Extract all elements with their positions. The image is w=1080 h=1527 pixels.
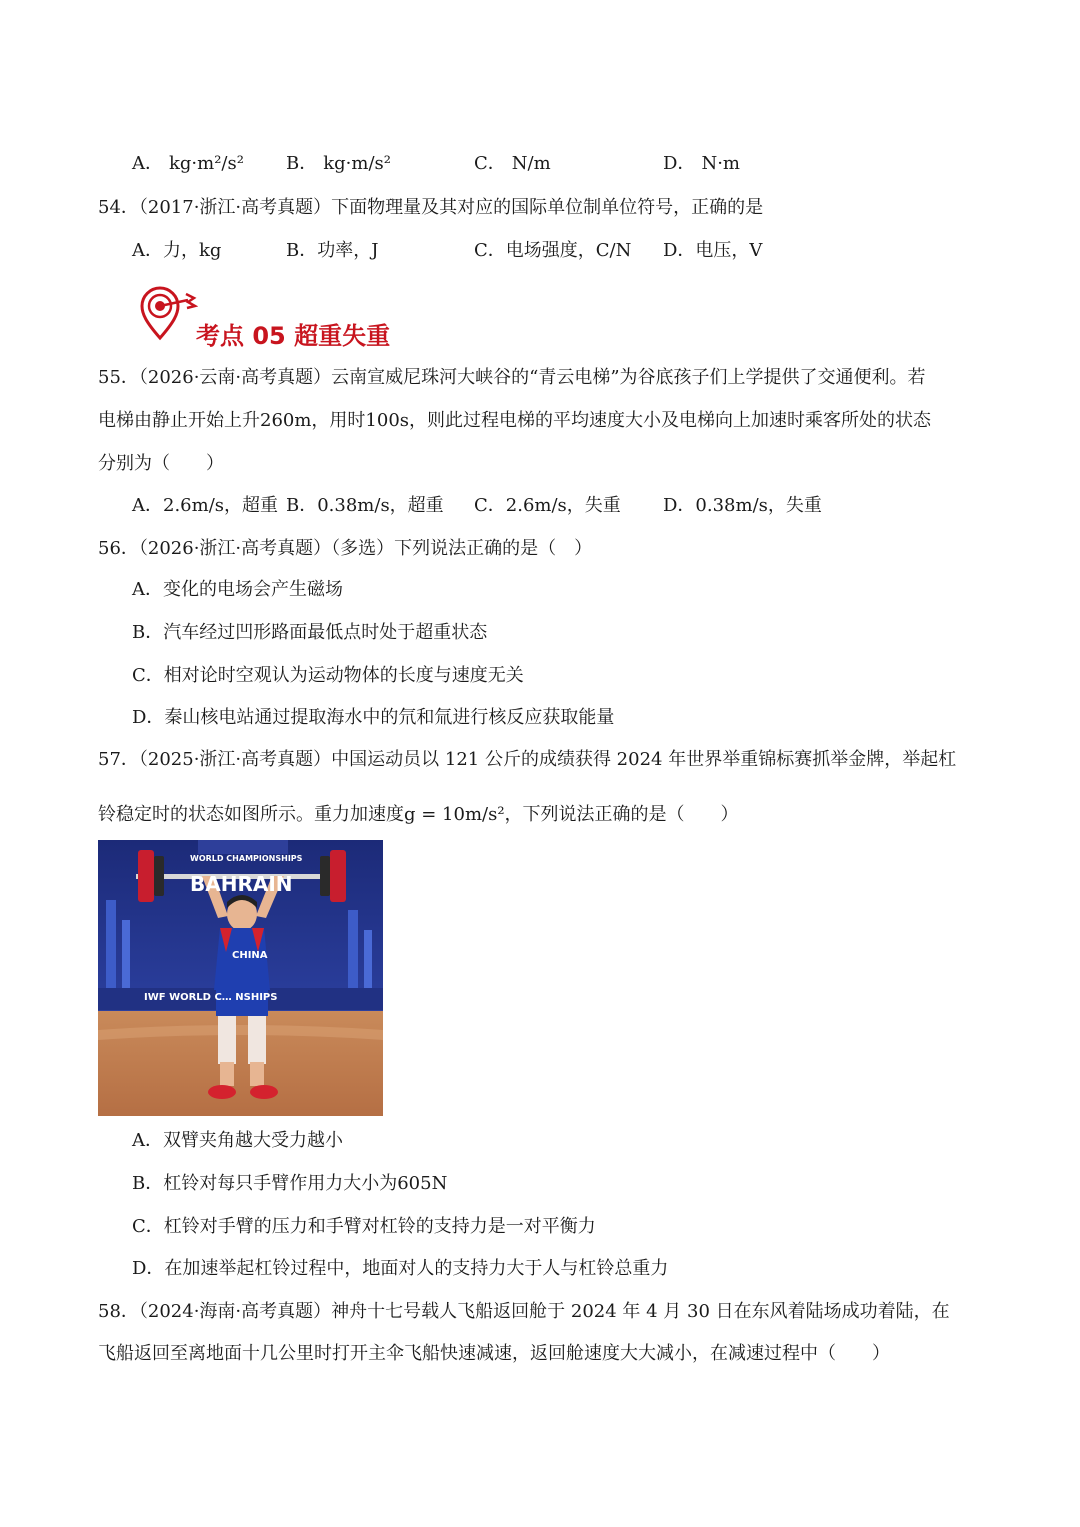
q54-option-c: C．电场强度，C/N bbox=[474, 240, 632, 261]
q53-option-c bbox=[474, 152, 551, 176]
q57-line-2: 铃稳定时的状态如图所示。重力加速度g = 10m/s²，下列说法正确的是（ ） bbox=[98, 804, 739, 825]
q57-line-1 bbox=[98, 748, 956, 772]
q57-option-b: B．杠铃对每只手臂作用力大小为605N bbox=[132, 1173, 448, 1194]
banner-text: WORLD CHAMPIONSHIPS bbox=[190, 854, 303, 863]
option-value: N/m bbox=[511, 153, 551, 174]
question-number: 57． bbox=[98, 749, 139, 770]
q56-stem bbox=[98, 537, 592, 561]
location-text: BAHRAIN bbox=[190, 872, 293, 896]
q53-option-d bbox=[663, 152, 740, 176]
q54-option-b: B．功率，J bbox=[286, 240, 379, 261]
option-key: B． bbox=[286, 153, 318, 174]
option-value: N·m bbox=[701, 153, 740, 174]
q55-option-b: B．0.38m/s，超重 bbox=[286, 495, 444, 516]
q57-option-a: A．双臂夹角越大受力越小 bbox=[132, 1130, 343, 1151]
q56-option-b: B．汽车经过凹形路面最低点时处于超重状态 bbox=[132, 622, 488, 643]
question-number: 58． bbox=[98, 1301, 139, 1322]
q56-option-a: A．变化的电场会产生磁场 bbox=[132, 579, 343, 600]
question-text: （2025·浙江·高考真题）中国运动员以 121 公斤的成绩获得 2024 年世界举重锦标赛抓举金牌，举起杠 bbox=[138, 749, 957, 770]
q55-line-1 bbox=[98, 366, 926, 390]
q55-line-2: 电梯由静止开始上升260m，用时100s，则此过程电梯的平均速度大小及电梯向上加速时乘客所处的状态 bbox=[98, 410, 932, 431]
q57-option-c: C．杠铃对手臂的压力和手臂对杠铃的支持力是一对平衡力 bbox=[132, 1216, 596, 1237]
q55-option-d: D．0.38m/s，失重 bbox=[663, 495, 822, 516]
q57-option-d: D．在加速举起杠铃过程中，地面对人的支持力大于人与杠铃总重力 bbox=[132, 1258, 669, 1279]
q55-line-3: 分别为（ ） bbox=[98, 453, 224, 474]
question-number: 54． bbox=[98, 197, 139, 218]
option-key: C． bbox=[474, 153, 506, 174]
board-text: IWF WORLD C… NSHIPS bbox=[144, 992, 278, 1003]
question-text: （2017·浙江·高考真题）下面物理量及其对应的国际单位制单位符号，正确的是 bbox=[138, 197, 764, 218]
q58-line-2: 飞船返回至离地面十几公里时打开主伞飞船快速减速，返回舱速度大大减小，在减速过程中（ ） bbox=[98, 1343, 890, 1364]
option-value: kg·m²/s² bbox=[169, 153, 244, 174]
question-number: 55． bbox=[98, 367, 139, 388]
q54-stem bbox=[98, 196, 763, 220]
q53-option-a bbox=[132, 152, 244, 176]
jersey-text: CHINA bbox=[232, 950, 268, 961]
question-text: （2026·云南·高考真题）云南宣威尼珠河大峡谷的“青云电梯”为谷底孩子们上学提供了交通便利。若 bbox=[138, 367, 926, 388]
q53-option-b bbox=[286, 152, 391, 176]
section-title: 考点 05 超重失重 bbox=[196, 322, 391, 350]
question-text: （2026·浙江·高考真题）（多选）下列说法正确的是（ ） bbox=[138, 538, 593, 559]
q55-option-c: C．2.6m/s，失重 bbox=[474, 495, 621, 516]
weightlifter-photo bbox=[98, 840, 383, 1116]
option-key: A． bbox=[132, 153, 163, 174]
target-location-icon bbox=[138, 286, 198, 342]
q56-option-c: C．相对论时空观认为运动物体的长度与速度无关 bbox=[132, 665, 524, 686]
option-key: D． bbox=[663, 153, 696, 174]
q55-option-a: A．2.6m/s，超重 bbox=[132, 495, 278, 516]
option-value: kg·m/s² bbox=[323, 153, 391, 174]
question-number: 56． bbox=[98, 538, 139, 559]
q56-option-d: D．秦山核电站通过提取海水中的氘和氚进行核反应获取能量 bbox=[132, 707, 615, 728]
q54-option-a: A．力，kg bbox=[132, 240, 222, 261]
q58-line-1 bbox=[98, 1300, 950, 1324]
question-text: （2024·海南·高考真题）神舟十七号载人飞船返回舱于 2024 年 4 月 30 日在东风着陆场成功着陆，在 bbox=[138, 1301, 950, 1322]
q54-option-d: D．电压，V bbox=[663, 240, 763, 261]
